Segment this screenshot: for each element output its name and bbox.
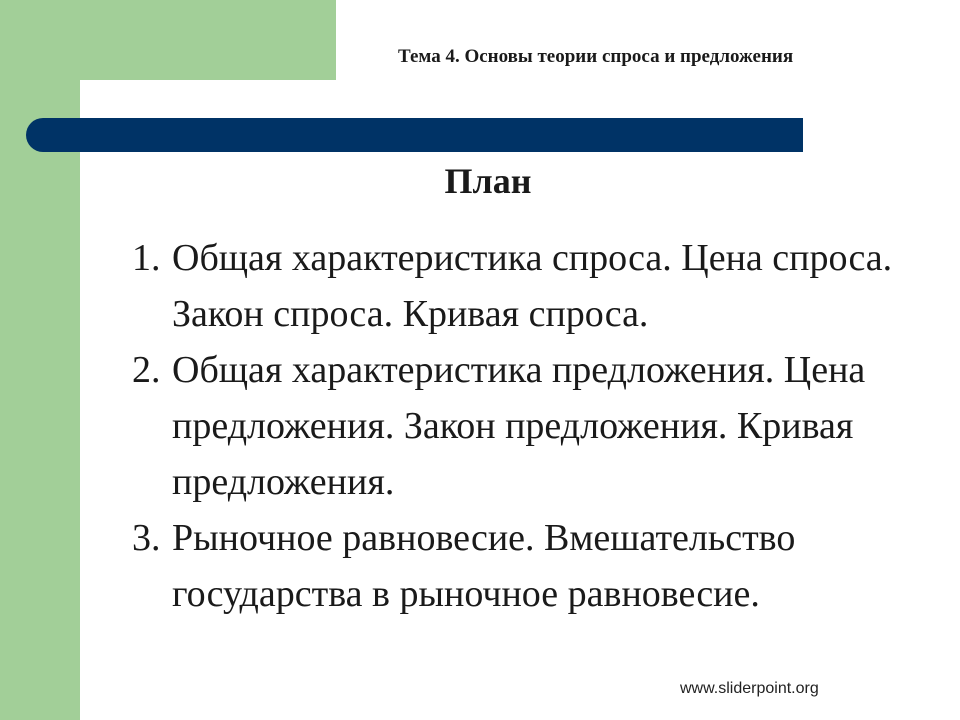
plan-item-3 (132, 510, 912, 622)
plan-item-1 (132, 230, 912, 342)
plan-heading: План (444, 161, 532, 201)
plan-item-number: 3. (132, 517, 161, 559)
green-side-strip (0, 0, 80, 720)
plan-list (132, 230, 912, 622)
plan-item-text: Общая характеристика предложения. Цена предложения. Закон предложения. Кривая предложения. (172, 349, 866, 503)
green-top-block (0, 0, 336, 80)
plan-item-text: Общая характеристика спроса. Цена спроса. Закон спроса. Кривая спроса. (172, 237, 893, 335)
plan-item-text: Рыночное равновесие. Вмешательство государства в рыночное равновесие. (172, 517, 796, 615)
navy-divider-bar (26, 118, 803, 152)
plan-item-number: 1. (132, 237, 161, 279)
plan-item-2 (132, 342, 912, 510)
footer-url: www.sliderpoint.org (680, 680, 819, 697)
topic-title: Тема 4. Основы теории спроса и предложения (398, 46, 794, 67)
plan-item-number: 2. (132, 349, 161, 391)
